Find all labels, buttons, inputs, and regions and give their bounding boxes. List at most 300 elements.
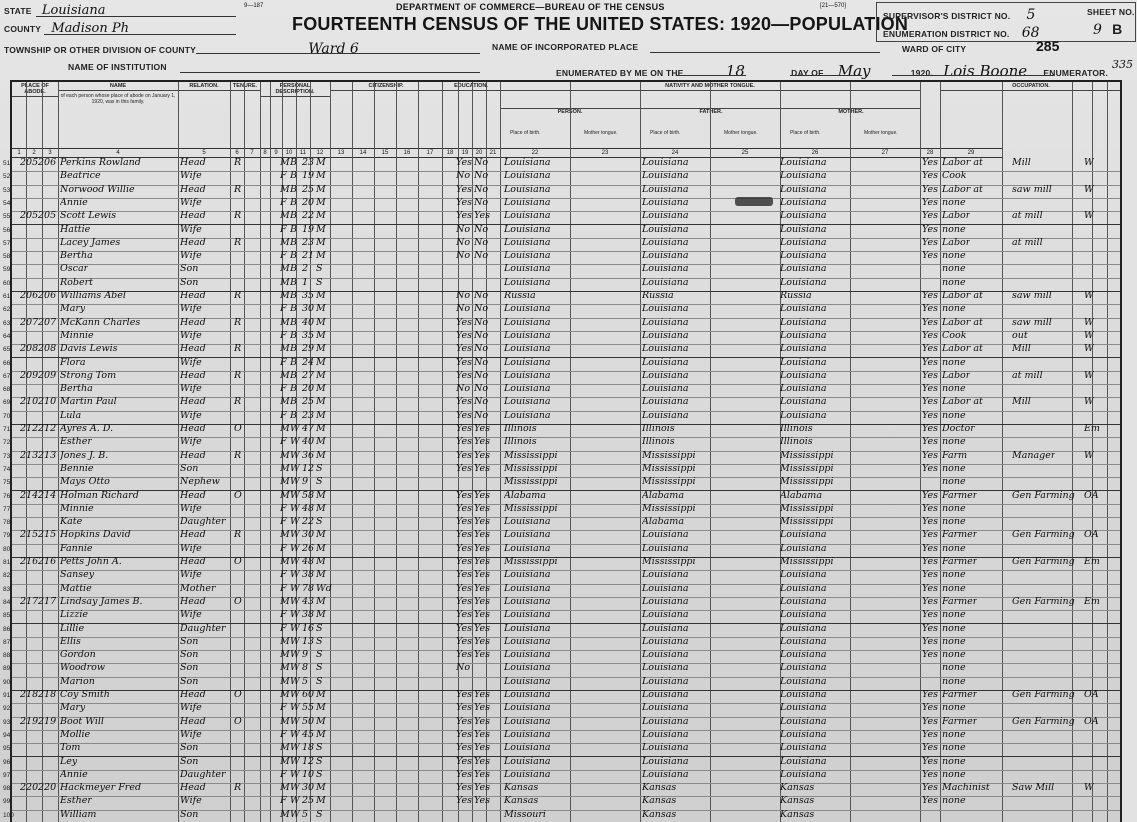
cell-class: OA bbox=[1084, 715, 1099, 727]
cell-birth: Missouri bbox=[504, 808, 546, 820]
cell-write: No bbox=[474, 409, 489, 421]
line-number: 61 bbox=[3, 293, 11, 300]
column-number: 8 bbox=[260, 148, 271, 158]
sheet-letter: B bbox=[1112, 21, 1123, 37]
cell-english: Yes bbox=[922, 329, 938, 341]
cell-english: Yes bbox=[922, 396, 938, 408]
cell-occupation: none bbox=[942, 250, 966, 262]
cell-class: W bbox=[1084, 210, 1094, 222]
cell-write: Yes bbox=[474, 728, 490, 740]
cell-race: W bbox=[290, 808, 300, 820]
cell-class: OA bbox=[1084, 489, 1099, 501]
supervisor-value: 5 bbox=[1026, 7, 1036, 23]
cell-birth: Mississippi bbox=[504, 476, 558, 488]
cell-class: OA bbox=[1084, 689, 1099, 700]
cell-race: W bbox=[290, 449, 300, 461]
cell-read: Yes bbox=[456, 516, 472, 528]
line-number: 87 bbox=[3, 638, 11, 646]
column-number: 12 bbox=[310, 148, 331, 158]
cell-occupation: none bbox=[942, 462, 966, 474]
cell-mother: Louisiana bbox=[780, 236, 827, 248]
cell-mother: Louisiana bbox=[780, 529, 827, 541]
column-number: 1 bbox=[12, 148, 27, 158]
cell-name: Perkins Rowland bbox=[60, 157, 141, 168]
cell-name: Beatrice bbox=[60, 170, 101, 182]
cell-mother: Mississippi bbox=[780, 556, 834, 567]
cell-relation: Wife bbox=[180, 728, 202, 740]
cell-tenure: R bbox=[234, 316, 242, 328]
cell-birth: Louisiana bbox=[504, 662, 551, 674]
cell-sex: M bbox=[280, 808, 290, 820]
col-place-of-abode: PLACE OF ABODE. bbox=[12, 82, 59, 148]
cell-birth: Louisiana bbox=[504, 329, 551, 341]
col-english bbox=[920, 82, 941, 148]
cell-name: Martin Paul bbox=[60, 396, 117, 408]
cell-race: B bbox=[290, 369, 297, 381]
cell-race: B bbox=[290, 196, 297, 208]
cell-industry: Mill bbox=[1012, 343, 1031, 355]
cell-name: Boot Will bbox=[60, 715, 104, 727]
line-number: 80 bbox=[3, 545, 11, 553]
cell-mother: Louisiana bbox=[780, 343, 827, 355]
cell-sex: M bbox=[280, 462, 290, 474]
cell-write: No bbox=[474, 157, 489, 168]
cell-english: Yes bbox=[922, 529, 938, 541]
cell-industry: Mill bbox=[1012, 396, 1031, 408]
cell-english: Yes bbox=[922, 316, 938, 328]
line-number: 82 bbox=[3, 572, 11, 580]
cell-mother: Mississippi bbox=[780, 462, 834, 474]
cell-sex: M bbox=[280, 595, 290, 607]
cell-father: Louisiana bbox=[642, 303, 689, 315]
corner-number: 335 bbox=[1112, 58, 1133, 71]
cell-marital: M bbox=[316, 170, 326, 182]
cell-write: No bbox=[474, 316, 489, 328]
cell-marital: M bbox=[316, 489, 326, 501]
cell-sex: M bbox=[280, 236, 290, 248]
cell-mother: Louisiana bbox=[780, 210, 827, 222]
cell-tenure: R bbox=[234, 782, 242, 794]
cell-relation: Son bbox=[180, 808, 199, 820]
cell-dwelling: 216 bbox=[20, 556, 39, 567]
cell-race: W bbox=[290, 502, 300, 514]
cell-mother: Louisiana bbox=[780, 649, 827, 661]
cell-occupation: Farmer bbox=[942, 595, 978, 607]
cell-age: 20 bbox=[302, 383, 315, 395]
cell-marital: S bbox=[316, 622, 323, 634]
cell-name: Jones J. B. bbox=[60, 449, 109, 461]
cell-dwelling: 220 bbox=[20, 782, 39, 794]
cell-marital: M bbox=[316, 383, 326, 395]
cell-mother: Louisiana bbox=[780, 675, 827, 687]
cell-family: 215 bbox=[38, 529, 57, 541]
cell-mother: Mississippi bbox=[780, 449, 834, 461]
cell-write: Yes bbox=[474, 742, 490, 754]
right-margin bbox=[1120, 80, 1137, 822]
cell-dwelling: 205 bbox=[20, 157, 39, 168]
cell-father: Louisiana bbox=[642, 622, 689, 634]
cell-write: Yes bbox=[474, 556, 490, 567]
cell-race: W bbox=[290, 782, 300, 794]
department-line: DEPARTMENT OF COMMERCE—BUREAU OF THE CENSUS bbox=[396, 2, 665, 12]
cell-relation: Son bbox=[180, 755, 199, 767]
cell-marital: S bbox=[316, 476, 323, 488]
cell-read: No bbox=[456, 290, 471, 301]
cell-sex: F bbox=[280, 768, 287, 780]
cell-father: Louisiana bbox=[642, 755, 689, 767]
cell-birth: Louisiana bbox=[504, 569, 551, 581]
cell-read: No bbox=[456, 250, 471, 262]
cell-relation: Wife bbox=[180, 303, 202, 315]
cell-class: W bbox=[1084, 449, 1094, 461]
cell-write: Yes bbox=[474, 795, 490, 807]
cell-mother: Illinois bbox=[780, 436, 813, 448]
line-number: 56 bbox=[3, 226, 11, 234]
column-number: 3 bbox=[42, 148, 59, 158]
cell-class: W bbox=[1084, 157, 1094, 168]
cell-read: Yes bbox=[456, 635, 472, 647]
cell-race: W bbox=[290, 755, 300, 767]
cell-marital: M bbox=[316, 702, 326, 714]
cell-sex: M bbox=[280, 662, 290, 674]
cell-sex: M bbox=[280, 675, 290, 687]
line-number: 60 bbox=[3, 279, 11, 287]
col-nativity: NATIVITY AND MOTHER TONGUE. PERSON. FATHER. MOTHER. Place of birth. Mother tongue. Place of birth. Mother tongue. Place of birth. Mother tongue. bbox=[500, 82, 921, 148]
township-value: Ward 6 bbox=[308, 41, 359, 57]
col-person-tongue: Mother tongue. bbox=[584, 130, 618, 136]
cell-marital: M bbox=[316, 210, 326, 222]
line-number: 63 bbox=[3, 319, 11, 327]
cell-mother: Louisiana bbox=[780, 768, 827, 780]
line-number: 98 bbox=[3, 785, 11, 793]
cell-relation: Wife bbox=[180, 196, 202, 208]
cell-tenure: R bbox=[234, 236, 242, 248]
cell-write: Yes bbox=[474, 462, 490, 474]
cell-father: Kansas bbox=[642, 808, 677, 820]
cell-relation: Wife bbox=[180, 409, 202, 421]
county-underline bbox=[44, 34, 236, 35]
cell-age: 45 bbox=[302, 728, 315, 740]
cell-father: Kansas bbox=[642, 782, 677, 794]
cell-marital: M bbox=[316, 290, 326, 301]
day-of-label: DAY OF bbox=[791, 68, 824, 78]
cell-write: No bbox=[474, 196, 489, 208]
cell-write: Yes bbox=[474, 622, 490, 634]
cell-english: Yes bbox=[922, 542, 938, 554]
cell-write: Yes bbox=[474, 702, 490, 714]
cell-write: No bbox=[474, 369, 489, 381]
cell-tenure: R bbox=[234, 343, 242, 355]
cell-english: Yes bbox=[922, 635, 938, 647]
line-number: 72 bbox=[3, 439, 11, 447]
cell-name: Annie bbox=[60, 768, 88, 780]
cell-birth: Mississippi bbox=[504, 556, 558, 567]
line-number: 68 bbox=[3, 386, 11, 394]
col-mother-tongue: Mother tongue. bbox=[864, 130, 898, 136]
cell-birth: Louisiana bbox=[504, 689, 551, 700]
enumerated-month: May bbox=[837, 62, 871, 80]
line-number: 62 bbox=[3, 306, 11, 314]
cell-read: Yes bbox=[456, 649, 472, 661]
cell-sex: M bbox=[280, 290, 290, 301]
cell-age: 10 bbox=[302, 768, 315, 780]
cell-english: Yes bbox=[922, 742, 938, 754]
cell-marital: M bbox=[316, 423, 326, 434]
line-number: 52 bbox=[3, 173, 11, 181]
cell-mother: Louisiana bbox=[780, 276, 827, 288]
cell-birth: Louisiana bbox=[504, 396, 551, 408]
table-row bbox=[3, 808, 1122, 822]
cell-birth: Louisiana bbox=[504, 369, 551, 381]
cell-write: No bbox=[474, 396, 489, 408]
cell-read: Yes bbox=[456, 768, 472, 780]
cell-family: 218 bbox=[38, 689, 57, 700]
cell-occupation: none bbox=[942, 569, 966, 581]
cell-sex: M bbox=[280, 755, 290, 767]
cell-father: Louisiana bbox=[642, 396, 689, 408]
cell-relation: Head bbox=[180, 782, 206, 794]
cell-write: No bbox=[474, 290, 489, 301]
cell-relation: Head bbox=[180, 423, 206, 434]
cell-birth: Illinois bbox=[504, 436, 537, 448]
cell-sex: M bbox=[280, 343, 290, 355]
ink-smudge bbox=[735, 197, 773, 206]
cell-birth: Russia bbox=[504, 290, 536, 301]
cell-mother: Louisiana bbox=[780, 329, 827, 341]
cell-english: Yes bbox=[922, 423, 938, 434]
cell-english: Yes bbox=[922, 436, 938, 448]
cell-name: Bennie bbox=[60, 462, 94, 474]
cell-english: Yes bbox=[922, 569, 938, 581]
cell-race: W bbox=[290, 649, 300, 661]
enumerator-label: ENUMERATOR. bbox=[1043, 68, 1109, 78]
column-number: 23 bbox=[570, 148, 641, 158]
cell-race: B bbox=[290, 157, 297, 168]
cell-race: W bbox=[290, 516, 300, 528]
cell-read: No bbox=[456, 236, 471, 248]
cell-age: 18 bbox=[302, 742, 315, 754]
cell-race: W bbox=[290, 675, 300, 687]
cell-birth: Louisiana bbox=[504, 649, 551, 661]
cell-name: Kate bbox=[60, 516, 83, 528]
cell-age: 23 bbox=[302, 157, 315, 168]
cell-marital: M bbox=[316, 196, 326, 208]
cell-sex: M bbox=[280, 263, 290, 275]
cell-race: W bbox=[290, 556, 300, 567]
cell-father: Louisiana bbox=[642, 329, 689, 341]
cell-father: Louisiana bbox=[642, 369, 689, 381]
line-number: 73 bbox=[3, 452, 11, 460]
incorporated-label: NAME OF INCORPORATED PLACE bbox=[492, 42, 639, 52]
cell-relation: Wife bbox=[180, 436, 202, 448]
cell-name: Marion bbox=[60, 675, 95, 687]
cell-class: W bbox=[1084, 396, 1094, 408]
col-name: NAME of each person whose place of abode on January 1, 1920, was in this family. bbox=[58, 82, 179, 148]
cell-occupation: none bbox=[942, 675, 966, 687]
cell-birth: Louisiana bbox=[504, 529, 551, 541]
line-number: 64 bbox=[3, 332, 11, 340]
cell-father: Mississippi bbox=[642, 476, 696, 488]
cell-father: Mississippi bbox=[642, 556, 696, 567]
cell-write: Yes bbox=[474, 582, 490, 594]
cell-read: Yes bbox=[456, 157, 472, 168]
cell-birth: Louisiana bbox=[504, 236, 551, 248]
cell-race: B bbox=[290, 303, 297, 315]
cell-father: Mississippi bbox=[642, 449, 696, 461]
cell-name: McKann Charles bbox=[60, 316, 141, 328]
cell-english: Yes bbox=[922, 210, 938, 222]
cell-birth: Louisiana bbox=[504, 702, 551, 714]
cell-birth: Louisiana bbox=[504, 595, 551, 607]
cell-write: Yes bbox=[474, 516, 490, 528]
cell-age: 16 bbox=[302, 622, 315, 634]
cell-occupation: Labor at bbox=[942, 290, 983, 301]
cell-class: W bbox=[1084, 290, 1094, 301]
cell-age: 12 bbox=[302, 462, 315, 474]
cell-father: Louisiana bbox=[642, 649, 689, 661]
cell-name: Mary bbox=[60, 702, 86, 714]
cell-father: Louisiana bbox=[642, 276, 689, 288]
cell-write: Yes bbox=[474, 423, 490, 434]
cell-age: 55 bbox=[302, 702, 315, 714]
column-number: 18 bbox=[442, 148, 459, 158]
cell-name: Hackmeyer Fred bbox=[60, 782, 142, 794]
cell-race: W bbox=[290, 476, 300, 488]
cell-birth: Louisiana bbox=[504, 157, 551, 168]
cell-age: 25 bbox=[302, 795, 315, 807]
column-number: 19 bbox=[458, 148, 473, 158]
cell-english: Yes bbox=[922, 516, 938, 528]
cell-birth: Mississippi bbox=[504, 449, 558, 461]
cell-father: Louisiana bbox=[642, 316, 689, 328]
cell-mother: Louisiana bbox=[780, 356, 827, 368]
cell-family: 216 bbox=[38, 556, 57, 567]
cell-name: Lacey James bbox=[60, 236, 121, 248]
cell-sex: M bbox=[280, 210, 290, 222]
cell-occupation: none bbox=[942, 409, 966, 421]
cell-name: William bbox=[60, 808, 97, 820]
cell-write: No bbox=[474, 170, 489, 182]
cell-birth: Louisiana bbox=[504, 356, 551, 368]
cell-marital: S bbox=[316, 263, 323, 275]
township-underline bbox=[196, 53, 480, 54]
cell-occupation: none bbox=[942, 542, 966, 554]
cell-marital: M bbox=[316, 369, 326, 381]
cell-name: Minnie bbox=[60, 329, 94, 341]
cell-sex: M bbox=[280, 157, 290, 168]
column-number: 17 bbox=[418, 148, 443, 158]
cell-name: Williams Abel bbox=[60, 290, 126, 301]
cell-mother: Louisiana bbox=[780, 157, 827, 168]
cell-marital: S bbox=[316, 675, 323, 687]
year-label: 1920. bbox=[910, 68, 934, 78]
cell-family: 210 bbox=[38, 396, 57, 408]
cell-race: B bbox=[290, 170, 297, 182]
cell-father: Alabama bbox=[642, 516, 684, 528]
cell-mother: Louisiana bbox=[780, 728, 827, 740]
cell-mother: Louisiana bbox=[780, 223, 827, 235]
county-label: COUNTY bbox=[4, 24, 42, 34]
cell-write: No bbox=[474, 223, 489, 235]
cell-race: B bbox=[290, 276, 297, 288]
cell-english: Yes bbox=[922, 356, 938, 368]
column-number: 15 bbox=[374, 148, 397, 158]
cell-relation: Head bbox=[180, 595, 206, 607]
cell-marital: S bbox=[316, 462, 323, 474]
cell-dwelling: 213 bbox=[20, 449, 39, 461]
col-person: PERSON. bbox=[500, 108, 640, 115]
cell-race: B bbox=[290, 409, 297, 421]
cell-marital: M bbox=[316, 542, 326, 554]
cell-mother: Louisiana bbox=[780, 755, 827, 767]
cell-industry: Saw Mill bbox=[1012, 782, 1055, 794]
cell-dwelling: 210 bbox=[20, 396, 39, 408]
line-number: 51 bbox=[3, 160, 11, 167]
cell-name: Mollie bbox=[60, 728, 91, 740]
cell-english: Yes bbox=[922, 449, 938, 461]
cell-age: 24 bbox=[302, 356, 315, 368]
line-number: 77 bbox=[3, 505, 11, 513]
cell-marital: S bbox=[316, 808, 323, 820]
col-citizenship: CITIZENSHIP. bbox=[330, 82, 443, 148]
cell-age: 35 bbox=[302, 290, 315, 301]
column-number: 6 bbox=[230, 148, 245, 158]
cell-sex: F bbox=[280, 516, 287, 528]
cell-dwelling: 219 bbox=[20, 715, 39, 727]
line-number: 91 bbox=[3, 692, 11, 699]
cell-read: Yes bbox=[456, 329, 472, 341]
cell-father: Louisiana bbox=[642, 662, 689, 674]
line-number: 53 bbox=[3, 186, 11, 194]
col-relation: RELATION. bbox=[178, 82, 231, 148]
cell-name: Esther bbox=[60, 436, 92, 448]
cell-age: 9 bbox=[302, 649, 309, 661]
cell-dwelling: 208 bbox=[20, 343, 39, 355]
day-underline bbox=[676, 75, 746, 76]
form-number-left: 9—187 bbox=[244, 3, 264, 9]
cell-birth: Kansas bbox=[504, 795, 539, 807]
cell-occupation: Labor at bbox=[942, 183, 983, 195]
cell-read: No bbox=[456, 303, 471, 315]
cell-marital: M bbox=[316, 529, 326, 541]
cell-age: 43 bbox=[302, 595, 315, 607]
col-tenure: TENURE. bbox=[230, 82, 261, 148]
cell-age: 30 bbox=[302, 303, 315, 315]
cell-mother: Kansas bbox=[780, 782, 815, 794]
cell-father: Louisiana bbox=[642, 343, 689, 355]
cell-marital: S bbox=[316, 635, 323, 647]
line-number: 97 bbox=[3, 771, 11, 779]
cell-read: Yes bbox=[456, 569, 472, 581]
cell-english: Yes bbox=[922, 609, 938, 621]
cell-birth: Louisiana bbox=[504, 223, 551, 235]
cell-english: Yes bbox=[922, 157, 938, 168]
line-number: 90 bbox=[3, 678, 11, 686]
cell-relation: Head bbox=[180, 183, 206, 195]
line-number: 83 bbox=[3, 585, 11, 593]
township-field bbox=[4, 41, 359, 57]
cell-tenure: R bbox=[234, 290, 242, 301]
cell-english: Yes bbox=[922, 236, 938, 248]
cell-relation: Son bbox=[180, 649, 199, 661]
cell-sex: F bbox=[280, 303, 287, 315]
ward-label: WARD OF CITY bbox=[902, 44, 967, 54]
cell-read: Yes bbox=[456, 782, 472, 794]
cell-english: Yes bbox=[922, 702, 938, 714]
column-number: 16 bbox=[396, 148, 419, 158]
column-number: 7 bbox=[244, 148, 261, 158]
cell-mother: Louisiana bbox=[780, 263, 827, 275]
